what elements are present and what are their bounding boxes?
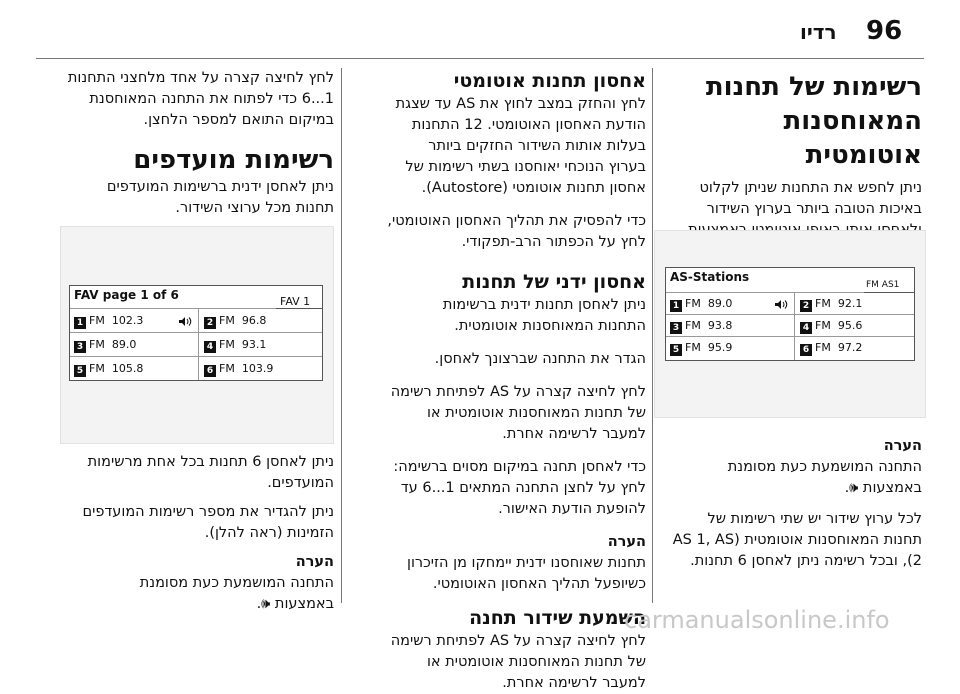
text-line: ניתן לאחסן ידנית ברשימות המועדפים xyxy=(106,179,334,195)
preset-number: 2 xyxy=(204,317,216,329)
preset-frequency: 97.2 xyxy=(837,341,863,354)
preset-band: FM xyxy=(685,341,701,354)
left-column xyxy=(40,68,334,219)
page-number: 96 xyxy=(866,16,903,46)
preset-number: 5 xyxy=(670,344,682,356)
preset-frequency: 92.1 xyxy=(837,297,863,310)
preset-number: 3 xyxy=(670,322,682,334)
text-line: לחץ לחיצה קצרה על אחד מלחצני התחנות xyxy=(67,70,334,86)
heading-favourites: רשימות מועדפים xyxy=(133,145,334,175)
heading-manual-store: אחסון ידני של תחנות xyxy=(462,271,646,293)
note-title: הערה xyxy=(607,534,646,550)
preset-2[interactable] xyxy=(204,314,266,329)
as-stations-screen xyxy=(665,267,915,361)
text-line: ניתן לאחסן 6 תחנות בכל אחת מרשימות xyxy=(87,454,334,470)
row-line xyxy=(70,332,322,333)
preset-frequency: 102.3 xyxy=(111,314,144,327)
column-line xyxy=(794,292,795,360)
preset-5[interactable] xyxy=(74,362,143,377)
text-line: בעלות אותות השידור החזקים ביותר xyxy=(428,138,646,154)
preset-frequency: 105.8 xyxy=(111,362,144,375)
preset-band: FM xyxy=(685,319,701,332)
right-title-line-2: המאוחסנות אוטומטית xyxy=(783,106,922,170)
text-line: ניתן להגדיר את מספר רשימות המועדפים xyxy=(82,504,334,520)
preset-frequency: 93.1 xyxy=(241,338,267,351)
middle-column xyxy=(350,68,646,694)
text-line: תחנות המאוחסנות אוטומטית (AS 1, AS xyxy=(672,532,922,548)
tag-underline xyxy=(276,308,322,309)
text-line: לכל ערוץ שידור יש שתי רשימות של xyxy=(707,511,922,527)
preset-band: FM xyxy=(219,338,235,351)
screen-tag: FM AS1 xyxy=(866,280,900,290)
preset-1[interactable] xyxy=(670,297,732,312)
text-line: כדי להפסיק את תהליך האחסון האוטומטי, xyxy=(387,213,646,229)
preset-frequency: 95.9 xyxy=(707,341,733,354)
text-line: בערוץ הנוכחי יאוחסנו בשתי רשימות של xyxy=(405,159,646,175)
preset-frequency: 103.9 xyxy=(241,362,274,375)
text-line: הודעת האחסון האוטומטי. 12 התחנות xyxy=(411,117,646,133)
text-line: תחנות מכל ערוצי השידור. xyxy=(175,200,334,216)
right-title-line-1: רשימות של תחנות xyxy=(705,72,922,102)
header-rule xyxy=(36,58,924,59)
text-line: להופעת הודעת האישור. xyxy=(498,501,646,517)
preset-1[interactable] xyxy=(74,314,143,329)
preset-3[interactable] xyxy=(74,338,136,353)
preset-band: FM xyxy=(685,297,701,310)
text-line: אחסון תחנות אוטומטי (Autostore). xyxy=(421,180,646,196)
text-line: כדי לאחסן תחנה במיקום מסוים ברשימה: xyxy=(393,459,646,475)
column-line xyxy=(198,308,199,380)
preset-number: 3 xyxy=(74,341,86,353)
column-divider-right xyxy=(652,68,653,603)
text-line: תחנות שאוחסנו ידנית יימחקו מן הזיכרון xyxy=(407,555,646,571)
text-line: לחץ על לחצן התחנה המתאים 1...6 עד xyxy=(400,480,646,496)
preset-number: 4 xyxy=(800,322,812,334)
text-line: 2), ובכל רשימה ניתן לאחסן 6 תחנות. xyxy=(690,553,922,569)
section-title: רדיו xyxy=(800,20,837,44)
preset-band: FM xyxy=(815,341,831,354)
row-line xyxy=(666,314,914,315)
preset-frequency: 93.8 xyxy=(707,319,733,332)
as-stations-illustration xyxy=(654,230,926,418)
note-title: הערה xyxy=(883,438,922,454)
preset-number: 1 xyxy=(670,300,682,312)
row-line xyxy=(666,292,864,293)
screen-title: AS-Stations xyxy=(670,270,750,284)
preset-number: 4 xyxy=(204,341,216,353)
left-column-lower xyxy=(40,452,334,615)
tag-underline xyxy=(864,292,914,293)
screen-tag: FAV 1 xyxy=(280,295,311,308)
text-line: לחץ לחיצה קצרה על AS לפתיחת רשימה xyxy=(390,384,646,400)
preset-frequency: 95.6 xyxy=(837,319,863,332)
text-line: התחנות המאוחסנות אוטומטית. xyxy=(454,318,646,334)
preset-frequency: 89.0 xyxy=(707,297,733,310)
preset-number: 5 xyxy=(74,365,86,377)
right-column-lower xyxy=(660,436,922,572)
heading-play-station: השמעת שידור תחנה xyxy=(469,607,646,629)
speaker-icon xyxy=(774,299,788,310)
text-line: התחנה המושמעת כעת מסומנת xyxy=(727,459,922,475)
note-title: הערה xyxy=(295,554,334,570)
screen-title: FAV page 1 of 6 xyxy=(74,288,179,302)
text-line: ניתן לאחסן תחנות ידנית ברשימות xyxy=(442,297,646,313)
text-line: באמצעות 🕪. xyxy=(844,480,922,496)
preset-number: 6 xyxy=(204,365,216,377)
text-line: לחץ והחזק במצב לחוץ את AS עד שצגת xyxy=(395,96,646,112)
text-line: לחץ על הכפתור הרב-תפקודי. xyxy=(461,234,646,250)
text-line: הגדר את התחנה שברצונך לאחסן. xyxy=(434,351,646,367)
text-line: הזמינות (ראה להלן). xyxy=(204,525,334,541)
text-line: למעבר לרשימה אחרת. xyxy=(502,426,646,442)
speaker-icon xyxy=(178,316,192,327)
preset-band: FM xyxy=(815,297,831,310)
text-line: במיקום התואם למספר הלחצן. xyxy=(143,112,334,128)
preset-band: FM xyxy=(815,319,831,332)
text-line: כשיופעל תהליך האחסון האוטומטי. xyxy=(432,576,646,592)
column-divider-left xyxy=(341,68,342,603)
favourites-illustration xyxy=(60,226,334,444)
text-line: התחנה המושמעת כעת מסומנת xyxy=(139,575,334,591)
preset-frequency: 89.0 xyxy=(111,338,137,351)
text-line: 1...6 כדי לפתוח את התחנה המאוחסנת xyxy=(89,91,334,107)
preset-2[interactable] xyxy=(800,297,862,312)
preset-band: FM xyxy=(219,362,235,375)
preset-number: 6 xyxy=(800,344,812,356)
preset-4[interactable] xyxy=(204,338,266,353)
preset-number: 2 xyxy=(800,300,812,312)
preset-3[interactable] xyxy=(670,319,732,334)
row-line xyxy=(70,356,322,357)
preset-6[interactable] xyxy=(800,341,862,356)
preset-band: FM xyxy=(89,362,105,375)
text-line: של תחנות המאוחסנות אוטומטית או xyxy=(426,654,646,670)
watermark: carmanualsonline.info xyxy=(624,606,890,634)
preset-band: FM xyxy=(219,314,235,327)
text-line: של תחנות המאוחסנות אוטומטית או xyxy=(426,405,646,421)
preset-band: FM xyxy=(89,314,105,327)
preset-4[interactable] xyxy=(800,319,862,334)
text-line: באיכות הטובה ביותר בערוץ השידור xyxy=(706,201,922,217)
preset-band: FM xyxy=(89,338,105,351)
preset-5[interactable] xyxy=(670,341,732,356)
row-line xyxy=(666,336,914,337)
text-line: למעבר לרשימה אחרת. xyxy=(502,675,646,691)
text-line: לחץ לחיצה קצרה על AS לפתיחת רשימה xyxy=(390,633,646,649)
heading-auto-store: אחסון תחנות אוטומטי xyxy=(453,70,646,92)
favourites-screen xyxy=(69,285,323,381)
preset-number: 1 xyxy=(74,317,86,329)
text-line: המועדפים. xyxy=(267,475,334,491)
text-line: ניתן לחפש את התחנות שניתן לקלוט xyxy=(699,180,922,196)
preset-frequency: 96.8 xyxy=(241,314,267,327)
preset-6[interactable] xyxy=(204,362,273,377)
text-line: באמצעות 🕪. xyxy=(256,596,334,612)
row-line xyxy=(70,308,276,309)
